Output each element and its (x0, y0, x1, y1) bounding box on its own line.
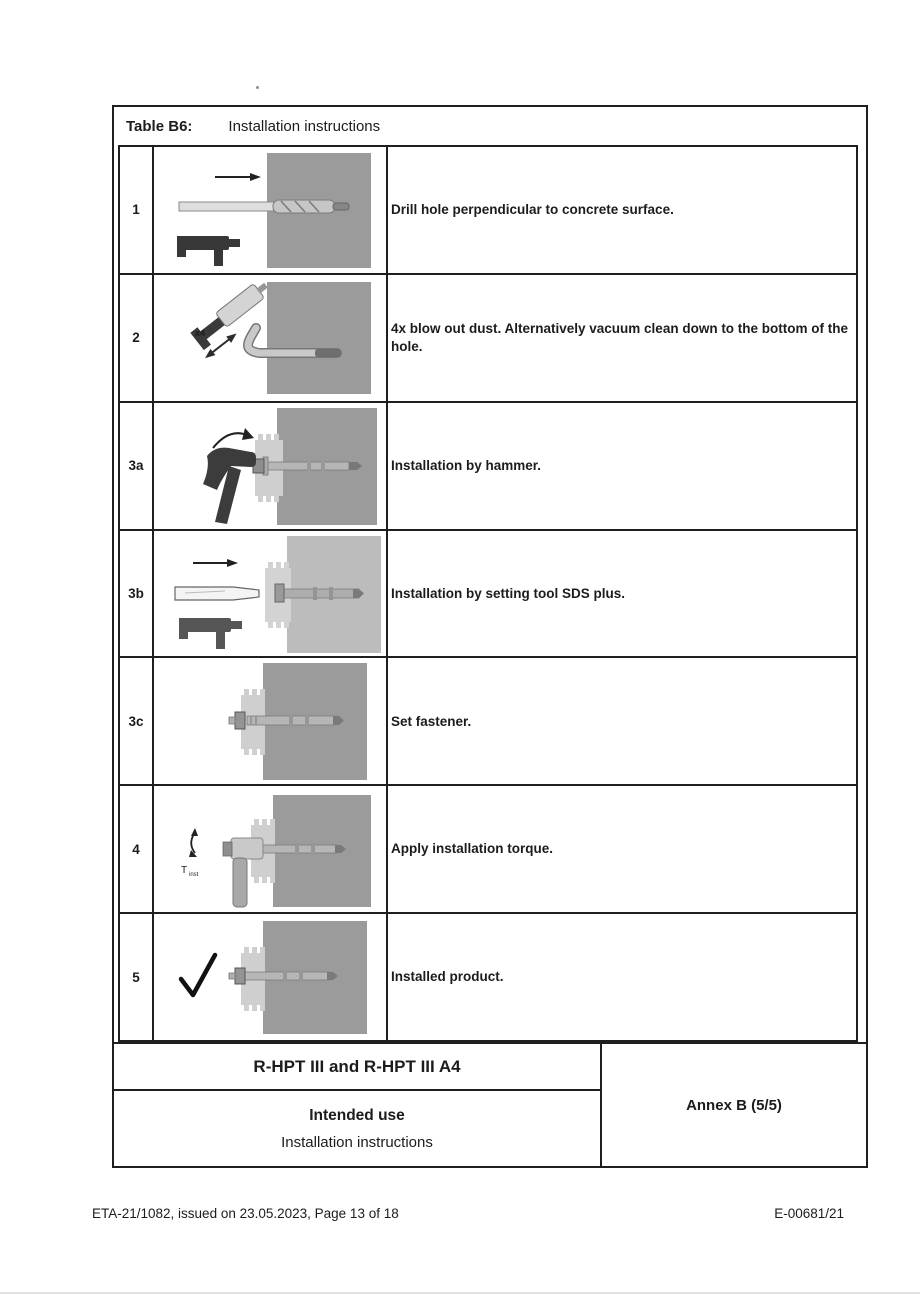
table-row (120, 786, 856, 914)
table-row (120, 531, 856, 659)
illustration-blow-out (154, 275, 388, 401)
page-footer-code: E-00681/21 (774, 1206, 844, 1221)
instruction-text: Drill hole perpendicular to concrete surface. (391, 202, 674, 218)
step-number: 5 (120, 914, 154, 1040)
illustration-apply-torque (154, 786, 388, 912)
step-number: 2 (120, 275, 154, 401)
step-number: 4 (120, 786, 154, 912)
illustration-installed-product (154, 914, 388, 1040)
table-row (120, 658, 856, 786)
hammer-icon (203, 447, 256, 523)
step-number: 3c (120, 658, 154, 784)
hammer-drill-icon (177, 236, 240, 266)
drill-bit-icon (179, 200, 349, 213)
anchor-bolt-icon (261, 843, 346, 855)
concrete-block (267, 282, 371, 394)
illustration-drill-hole (154, 147, 388, 273)
scan-speck (256, 86, 259, 89)
intended-use-subtitle: Installation instructions (281, 1133, 433, 1151)
illustration-set-fastener (154, 658, 388, 784)
instruction-text: Apply installation torque. (391, 841, 554, 857)
step-number: 1 (120, 147, 154, 273)
curved-arrow-icon (213, 428, 254, 448)
checkmark-icon (181, 955, 215, 995)
table-row (120, 403, 856, 531)
torque-arrow-icon (189, 828, 198, 857)
step-number: 3b (120, 531, 154, 657)
page-footer-reference: ETA-21/1082, issued on 23.05.2023, Page 13 of 18 (92, 1206, 399, 1221)
table-row (120, 275, 856, 403)
instruction-text: Installation by hammer. (391, 457, 542, 473)
table-title-label: Table B6: (126, 117, 193, 135)
page-bottom-edge (0, 1292, 920, 1294)
table-b6 (112, 105, 868, 1168)
annex-footer-table (114, 1042, 866, 1166)
table-title (114, 107, 866, 145)
blow-count-label: x4 (195, 327, 206, 338)
hammer-drill-icon (179, 618, 242, 649)
instruction-text: Installation by setting tool SDS plus. (391, 585, 626, 601)
instruction-text: Set fastener. (391, 713, 472, 729)
illustration-setting-tool (154, 531, 388, 657)
table-row (120, 147, 856, 275)
arrow-right-icon (193, 559, 238, 567)
step-number: 3a (120, 403, 154, 529)
product-name: R-HPT III and R-HPT III A4 (114, 1044, 600, 1091)
arrow-right-icon (215, 173, 261, 181)
table-row (120, 914, 856, 1040)
intended-use-title: Intended use (309, 1106, 405, 1124)
installation-steps-table (118, 145, 858, 1042)
intended-use-cell (114, 1091, 600, 1166)
annex-label: Annex B (5/5) (686, 1096, 782, 1114)
torque-label-sub: inst (189, 872, 199, 879)
instruction-text: Installed product. (391, 969, 504, 985)
illustration-hammer-install (154, 403, 388, 529)
annex-footer-left (114, 1044, 602, 1166)
torque-label: T (181, 865, 188, 877)
instruction-text: 4x blow out dust. Alternatively vacuum clean down to the bottom of the hole. (391, 321, 849, 354)
table-title-text: Installation instructions (228, 117, 381, 135)
setting-tool-icon (175, 587, 259, 600)
